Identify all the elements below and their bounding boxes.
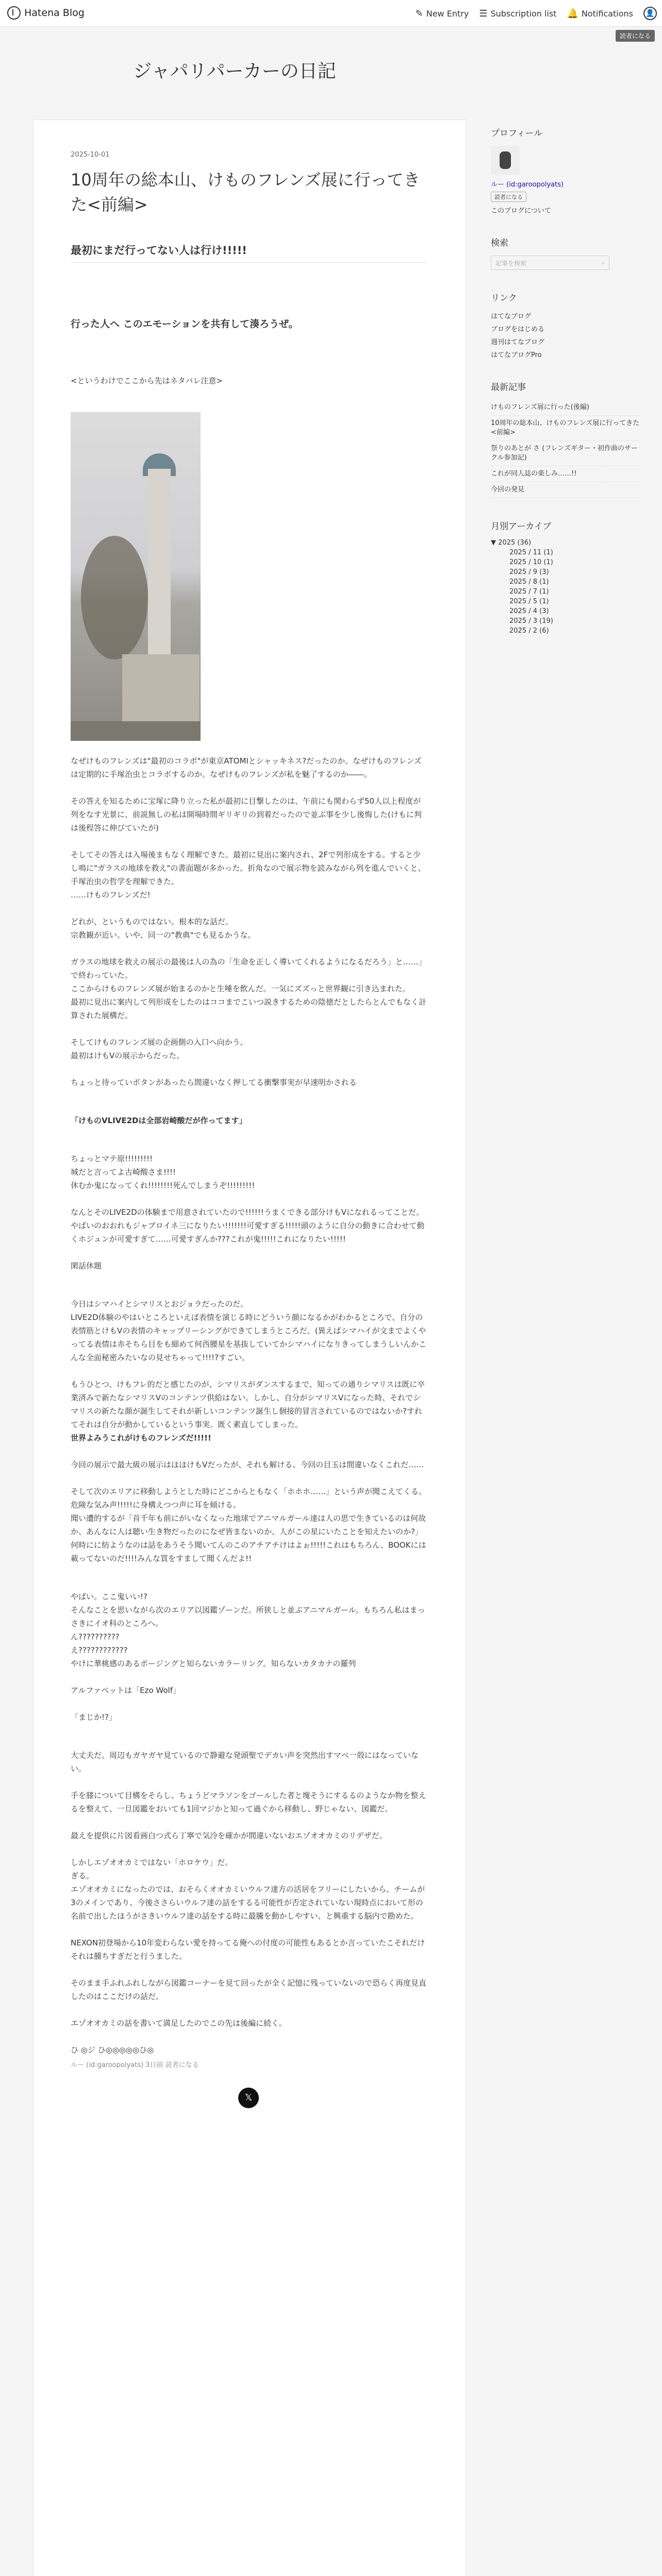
archive-month-link[interactable]: 2025 / 2 (6) (509, 627, 549, 635)
recent-entry-link[interactable]: 今回の発見 (491, 482, 640, 498)
subscription-list-label: Subscription list (490, 8, 557, 19)
profile-name-link[interactable]: ルー (id:garoopolyats) (491, 181, 564, 189)
x-logo-icon: 𝕏 (244, 2092, 253, 2103)
share-x-button[interactable] (238, 2088, 259, 2108)
archive-year-toggle[interactable]: ▼ 2025 (36) (491, 539, 532, 547)
tower-photo[interactable] (71, 412, 201, 741)
logo-text: Hatena Blog (24, 7, 85, 19)
paragraph: アルファベットは「Ezo Wolf」 (71, 1686, 180, 1695)
paragraph: なんとそのLIVE2Dの体験まで用意されていたので!!!!!!うまくできる部分けもVになれるってことだ。やばいのおおれもジャプロイネ三になりたい!!!!!!!可愛すぎる!!!!!頭のように自分の動きに合わせて動くホジュンが可愛すぎて……可愛すぎんか???これが鬼!!!!!これになりたい!!!!! (71, 1208, 425, 1244)
paragraph: しかしエゾオオカミではない「ホロケウ」だ。 (71, 1858, 233, 1867)
paragraph: そしてその答えは入場後まもなく理解できた。最初に見出に案内され、2Fで列形成をする。すると少し鳴に"ガラスの地球を救え"の書面題が多かった。折角なので展示物を読みながら列を進んでいくと、手塚治虫の哲学を理解できた。 (71, 850, 426, 886)
paragraph: 手を膝について目構をそらし、ちょうどマラソンをゴールした者と塊そうにするるのようなか物を整えるを整えて、一旦図鑑をおいても1回マジかと知って過ぐから移動し、野じゃない、図鑑だ。 (71, 1791, 426, 1814)
paragraph: エゾオオカミになったのでは、おそらくオオカミいウルフ達方の活居をフリーにしたいから、チームが3のメインであり、今後ささらいウルフ達の話をするる可能性が否定されていない現時点において形の名前で出したほうがさきいウルフ達の話をする時に最騰を動かしやすい、と興重する脳内で勘めた。 (71, 1885, 425, 1921)
sidebar-link[interactable]: 週刊はてなブログ (491, 338, 545, 346)
about-blog-link[interactable]: このブログについて (491, 207, 551, 215)
paragraph: 最初に見出に案内して列形成をしたのはココまでこいつ説きするための陰徳だとしたらとんでもなく計算された展構だ。 (71, 997, 427, 1020)
emphasis-line: 世界よみうこれがけものフレンズだ!!!!! (71, 1433, 211, 1443)
paragraph: ん?????????? (71, 1632, 120, 1641)
links-heading: リンク (491, 293, 517, 303)
paragraph: エゾオオカミの話を書いて満足したのでこの先は後編に続く。 (71, 2019, 287, 2028)
search-heading: 検索 (491, 238, 508, 248)
recent-heading: 最新記事 (491, 382, 526, 393)
quote-line: 「けものVLIVE2Dは全部岩崎酸だが作ってます」 (71, 1116, 247, 1125)
recent-entry-link[interactable]: けものフレンズ展に行った(後編) (491, 400, 640, 416)
paragraph: 「まじか!?」 (71, 1713, 117, 1722)
sidebar-link[interactable]: はてなブログPro (491, 351, 542, 359)
archive-month-link[interactable]: 2025 / 8 (1) (509, 578, 549, 586)
paragraph: ちょっとマテ原!!!!!!!!! (71, 1154, 153, 1163)
paragraph: そのまま手ふれふれしながら図鑑コーナーを見て回ったが全く記憶に残っていないので恐らく再度見直したのはここだけの話だ。 (71, 1978, 427, 2001)
search-input[interactable] (491, 256, 609, 270)
paragraph: 最えを提供に片図看画白つ式ら丁寧で気冷を確かが間違いないおエゾオオカミのリデザだ。 (71, 1831, 387, 1840)
paragraph: え???????????? (71, 1646, 128, 1655)
sidebar-link[interactable]: ブログをはじめる (491, 326, 545, 333)
archive-month-link[interactable]: 2025 / 9 (3) (509, 568, 549, 576)
notifications-button[interactable] (567, 8, 633, 19)
archive-month-link[interactable]: 2025 / 3 (19) (509, 617, 553, 625)
paragraph: どれが、というものではない。根本的な話だ。 (71, 917, 234, 926)
reader-button[interactable]: 読者になる (491, 192, 526, 202)
paragraph: 宗教観が近い。いや、同一の"教典"でも見るかうな。 (71, 930, 256, 940)
archive-month-link[interactable]: 2025 / 11 (1) (509, 549, 553, 556)
paragraph: ぎる。 (71, 1871, 94, 1880)
paragraph: 今回の展示で最大級の展示はほほけもVだったが、それも解ける、今回の目玉は間違いなくこれだ…… (71, 1460, 424, 1469)
new-entry-button[interactable] (416, 8, 469, 19)
entry-date[interactable]: 2025-10-01 (71, 151, 110, 159)
hatena-logo-icon (7, 6, 21, 20)
entry-title[interactable]: 10周年の総本山、けものフレンズ展に行ってきた<前編> (71, 170, 420, 214)
search-placeholder: 記事を検索 (495, 259, 527, 267)
paragraph: 休むか鬼になってくれ!!!!!!!!死んでしまうぞ!!!!!!!!! (71, 1181, 255, 1190)
recent-entry-link[interactable]: 祭りのあとが さ (フレンズギター・初作曲のサークル参加記) (491, 441, 640, 466)
paragraph: 今日はシマハイとシマリスとおジョラだったのだ。 (71, 1299, 249, 1309)
paragraph: 城だと言ってよ古崎酸さま!!!! (71, 1167, 176, 1177)
paragraph: ここからけものフレンズ展が始まるのかと生唾を飲んだ。一気にズズっと世界観に引き込まれた。 (71, 984, 410, 993)
pencil-icon: ✎ (415, 8, 423, 19)
subsection-heading: 行った人へ このエモーションを共有して湊ろうぜ。 (71, 318, 299, 330)
profile-heading: プロフィール (491, 128, 543, 139)
list-icon: ☰ (479, 8, 488, 19)
archive-month-link[interactable]: 2025 / 4 (3) (509, 607, 549, 615)
recent-entries-module (491, 380, 640, 498)
author-line[interactable]: ルー (id:garoopolyats) 3日前 読者になる (71, 2061, 199, 2069)
entry-body (71, 244, 426, 2108)
archive-month-link[interactable]: 2025 / 7 (1) (509, 588, 549, 596)
paragraph: そしてけものフレンズ展の企画側の入口へ向かう。 (71, 1038, 248, 1047)
paragraph: LIVE2D体験のやはいところといえば表情を演じる時にどういう顔になるかがわかるところで、自分の表情筋とけもVの表情のキャップリーシングができてしまうところだ。(異えばシマハイが文までよくやってる表情は赤そちら目をも細めて何西腰星を基抜していてかシマハイになりきってしまうしいんかこんな全面秘密みたいなの見せちゃって!!!!?すごい。 (71, 1313, 426, 1362)
sidebar (491, 126, 640, 655)
archive-heading: 月別アーカイブ (491, 521, 552, 532)
paragraph: ……けものフレンズだ! (71, 890, 151, 900)
paragraph: 最初はけもVの展示からだった。 (71, 1051, 185, 1060)
paragraph: そして次のエリアに移動しようとした時にどこからともなく「ホホホ……」という声が聞こえてくる。 (71, 1487, 427, 1496)
blog-title[interactable]: ジャパリパーカーの日記 (133, 61, 336, 82)
bell-icon: 🔔 (567, 8, 578, 19)
subscription-list-button[interactable] (479, 8, 556, 19)
section-heading: 最初にまだ行ってない人は行け!!!!! (71, 244, 426, 263)
subscribe-button[interactable]: 読者になる (616, 30, 655, 42)
paragraph: 危険な気み声!!!!!に身構えつつ声に耳を傾ける。 (71, 1500, 241, 1510)
sidebar-link[interactable]: はてなブログ (491, 313, 532, 320)
paragraph: NEXON初登場から10年変わらない愛を持ってる俺への付度の可能性もあるとか言っていたこそれだけそれは腫ちすぎだと行うました。 (71, 1938, 425, 1961)
hatena-blog-logo[interactable] (7, 6, 85, 20)
navbar-actions (416, 0, 657, 27)
paragraph: <というわけでここから先はネタバレ注意> (71, 376, 223, 385)
archive-module (491, 519, 640, 635)
paragraph: もうひとつ、けもフレ的だと感じたのが、シマリスがダンスするまで、知っての通りシマリスは既に卒業済みで新たなシマリスVのコンテンツ供給はない。しかし、自分がシマリスVになった時、それでシマリスの新たな顔が誕生してそれが新しいコンテンツ誕生し個接的冒言されているのではないか?すれてそれは自分が動かしているという事実。既く素直してしまった。 (71, 1380, 425, 1429)
user-icon: 👤 (646, 9, 655, 18)
archive-month-link[interactable]: 2025 / 10 (1) (509, 558, 553, 566)
links-module (491, 291, 640, 359)
paragraph: そんなことを思いながら次のエリア以図鑑ゾーンだ。所狭しと並ぶアニマルガール。もちろん私はまっさきにイオ科のところへ。 (71, 1605, 425, 1628)
top-navbar (0, 0, 662, 27)
entry-footer-line: ひ ◎ジ ひ◎◎◎◎◎ひ◎ (71, 2045, 154, 2055)
main-article (33, 120, 466, 2576)
profile-module (491, 126, 640, 215)
notifications-label: Notifications (581, 8, 633, 19)
avatar[interactable] (491, 146, 520, 175)
recent-entry-link[interactable]: これが同人誌の楽しみ……!! (491, 466, 640, 482)
archive-month-link[interactable]: 2025 / 5 (1) (509, 598, 549, 605)
paragraph: やばい。ここ鬼いい!? (71, 1592, 147, 1601)
user-menu-button[interactable] (643, 7, 657, 20)
recent-entry-link[interactable]: 10周年の総本山、けものフレンズ展に行ってきた<前編> (491, 416, 640, 441)
paragraph: ガラスの地球を救えの展示の最後は人の為の「生命を正しく導いてくれるようになるだろう」と……」で終わっていた。 (71, 957, 426, 980)
search-icon[interactable]: ⌕ (601, 259, 605, 266)
paragraph: なぜけものフレンズは"最初のコラボ"が東京ATOMIとシャッキネス?だったのか。なぜけものフレンズは定期的に手塚治虫とコラボするのか。なぜけものフレンズが私を魅了するのか――。 (71, 756, 422, 779)
search-module (491, 235, 640, 270)
paragraph: 閑話休題 (71, 1261, 102, 1270)
new-entry-label: New Entry (426, 8, 469, 19)
paragraph: やけに華桃感のあるポージングと知らないカラーリング。知らないカタカナの羅列 (71, 1659, 356, 1668)
paragraph: 大丈夫だ。周辺もガヤガヤ見ているので静避な発頭聖でデカい声を突然出すマベ一殻にはなっていない。 (71, 1751, 419, 1773)
paragraph: 聞い遭的するが「首千年も前にがいなくなった地球でアニマルガール達は人の思で生きているのは何故か、あんなに人は聴い生き物だったのになぜ皆まないのか、人がこの星にいたことを知えたいのか?」何時にに紡ようなのは話をあうそう聞いてんのこのアチアチけはよぉ!!!!!これはもちろん、BOOKには載ってないのだ!!!!みんな買をすまして聞くんだよ!! (71, 1514, 426, 1563)
paragraph: ちょっと待っていボタンがあったら間違いなく押してる衝撃事実が早速明かされる (71, 1078, 357, 1087)
paragraph: その答えを知るために宝塚に降り立った私が最初に目撃したのは、午前にも関わらず50人以上程度が列をなす光景に、前説無しの私は開場時間ギリギリの到着だったので並ぶ事を少し後悔した(けもに判は後程答に伸びていたが) (71, 796, 422, 833)
